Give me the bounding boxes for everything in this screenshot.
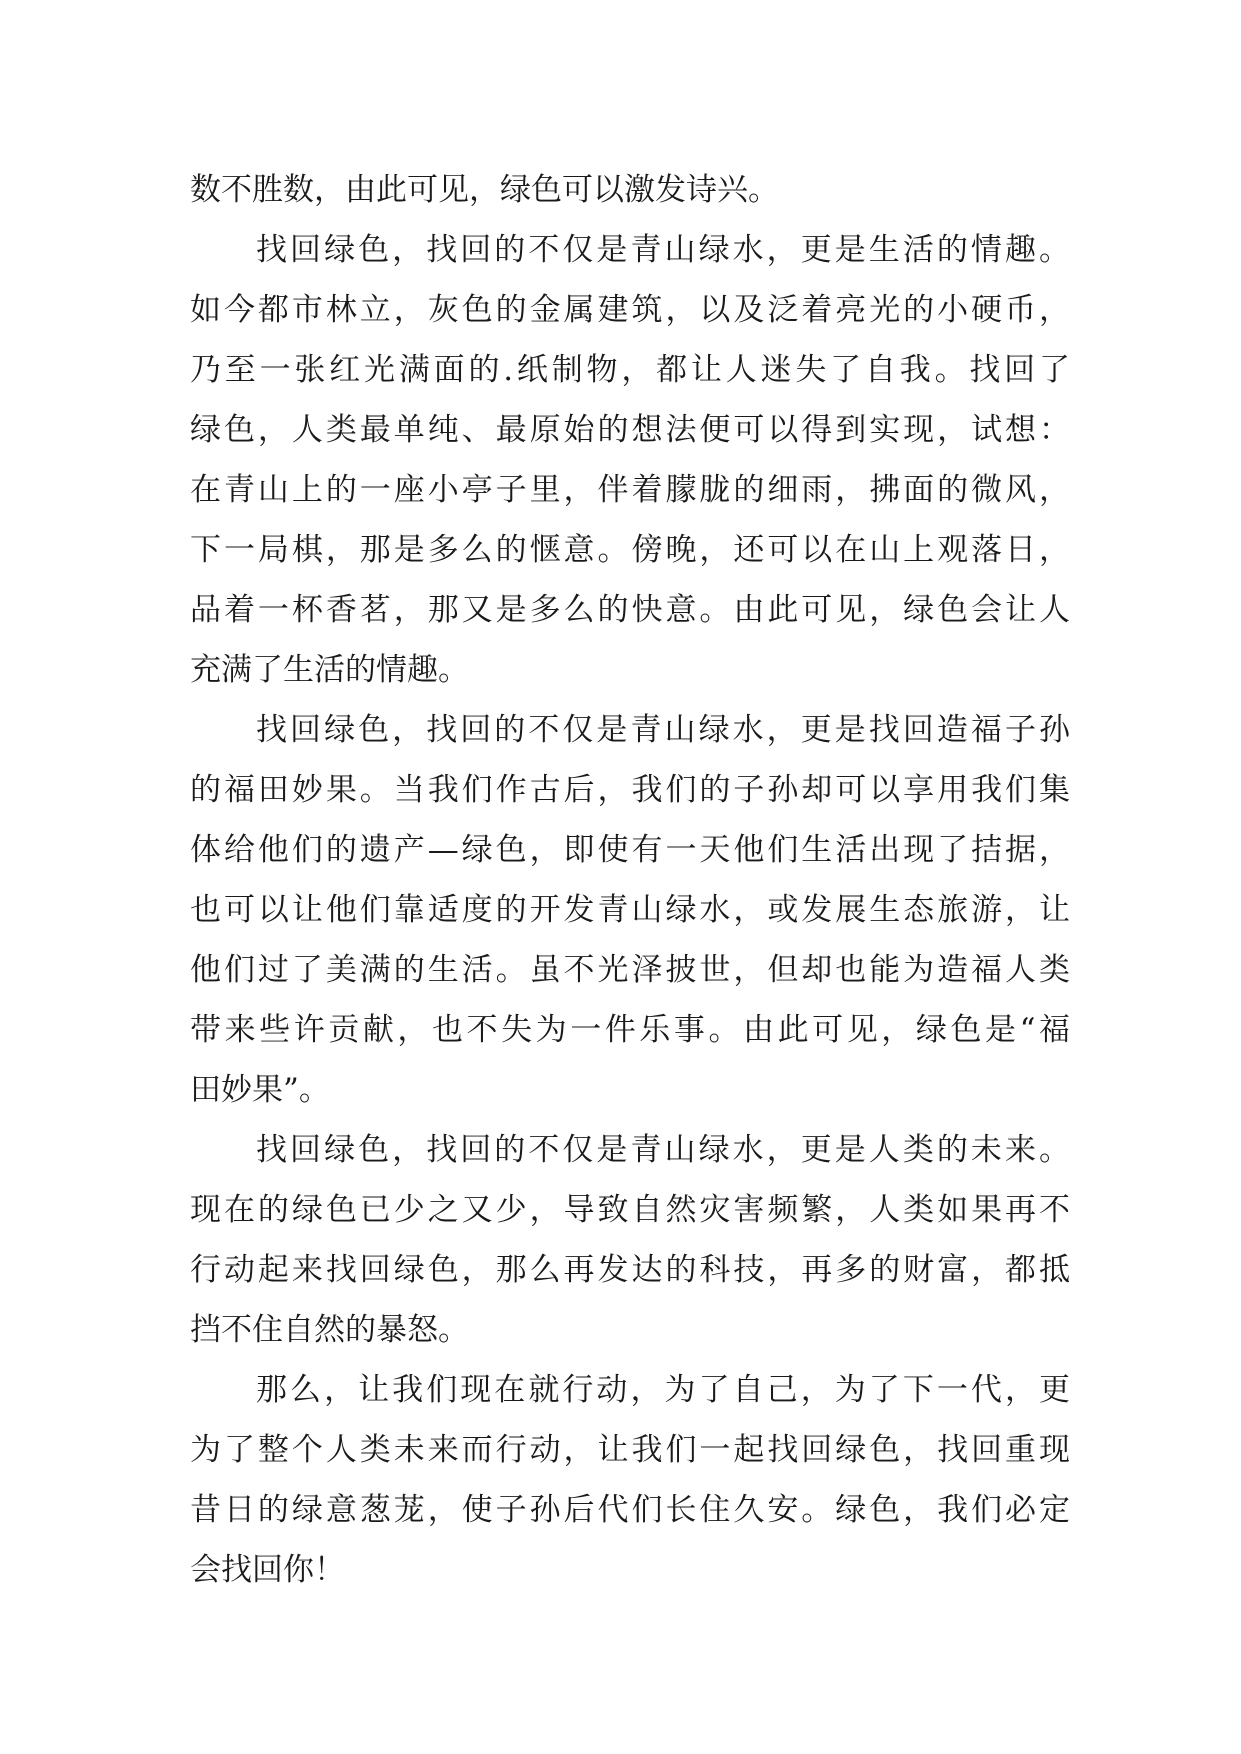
text-line: 找回绿色，找回的不仅是青山绿水，更是找回造福子孙 (256, 712, 1070, 748)
text-line: 找回绿色，找回的不仅是青山绿水，更是人类的未来。 (256, 1132, 1070, 1168)
paragraph-1 (190, 160, 1070, 220)
paragraph-4 (190, 1120, 1070, 1360)
text-line: 乃至一张红光满面的.纸制物，都让人迷失了自我。找回了 (190, 352, 1070, 388)
text-line: 田妙果”。 (190, 1072, 330, 1108)
text-line: 的福田妙果。当我们作古后，我们的子孙却可以享用我们集 (190, 772, 1070, 808)
document-body (190, 160, 1070, 1600)
text-line: 行动起来找回绿色，那么再发达的科技，再多的财富，都抵 (190, 1252, 1070, 1288)
text-line: 体给他们的遗产—绿色，即使有一天他们生活出现了拮据， (190, 832, 1070, 868)
text-line: 挡不住自然的暴怒。 (190, 1312, 469, 1348)
text-line: 那么，让我们现在就行动，为了自己，为了下一代，更 (256, 1372, 1070, 1408)
text-line: 充满了生活的情趣。 (190, 652, 469, 688)
paragraph-5 (190, 1360, 1070, 1600)
text-line: 为了整个人类未来而行动，让我们一起找回绿色，找回重现 (190, 1432, 1070, 1468)
text-line: 下一局棋，那是多么的惬意。傍晚，还可以在山上观落日， (190, 532, 1070, 568)
text-line: 如今都市林立，灰色的金属建筑，以及泛着亮光的小硬币， (190, 292, 1070, 328)
text-line: 带来些许贡献，也不失为一件乐事。由此可见，绿色是“福 (190, 1012, 1070, 1048)
text-line: 也可以让他们靠适度的开发青山绿水，或发展生态旅游，让 (190, 892, 1070, 928)
text-line: 他们过了美满的生活。虽不光泽披世，但却也能为造福人类 (190, 952, 1070, 988)
text-line: 现在的绿色已少之又少，导致自然灾害频繁，人类如果再不 (190, 1192, 1070, 1228)
text-line: 品着一杯香茗，那又是多么的快意。由此可见，绿色会让人 (190, 592, 1070, 628)
text-line: 绿色，人类最单纯、最原始的想法便可以得到实现，试想： (190, 412, 1070, 448)
text-line: 昔日的绿意葱茏，使子孙后代们长住久安。绿色，我们必定 (190, 1492, 1070, 1528)
text-line: 数不胜数，由此可见，绿色可以激发诗兴。 (190, 172, 779, 208)
paragraph-3 (190, 700, 1070, 1120)
text-line: 找回绿色，找回的不仅是青山绿水，更是生活的情趣。 (256, 232, 1070, 268)
text-line: 在青山上的一座小亭子里，伴着朦胧的细雨，拂面的微风， (190, 472, 1070, 508)
paragraph-2 (190, 220, 1070, 700)
text-line: 会找回你！ (190, 1552, 345, 1588)
